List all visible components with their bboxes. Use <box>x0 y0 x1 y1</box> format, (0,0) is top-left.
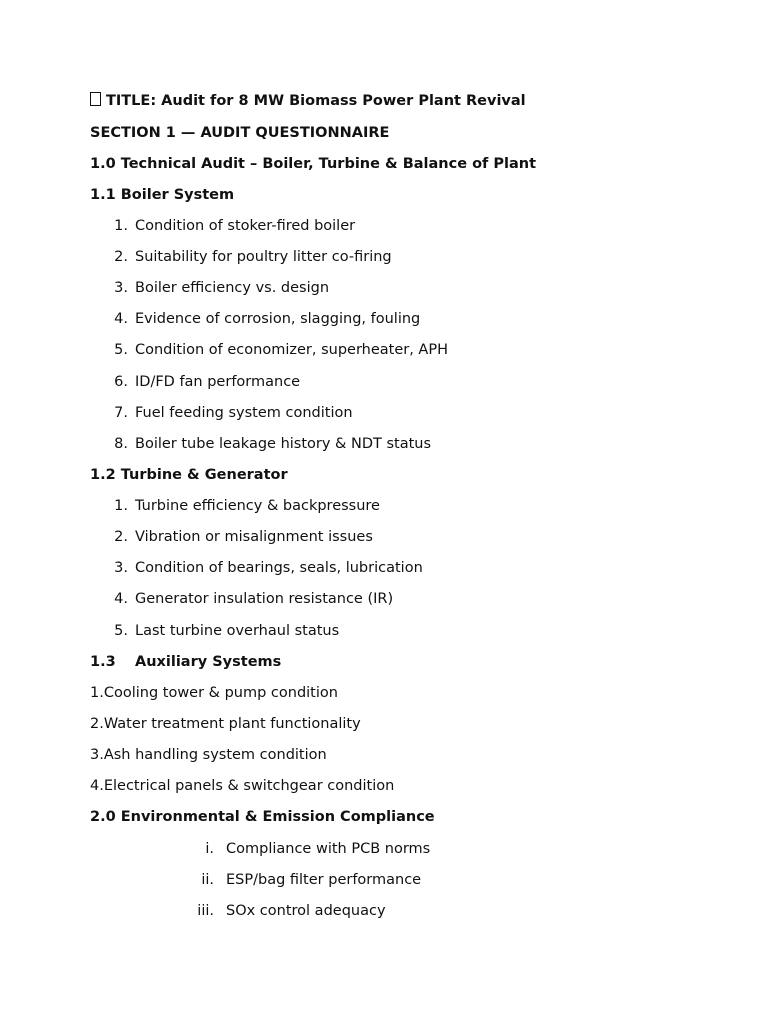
list-item-number: 2. <box>114 529 128 545</box>
list-item: 4.Electrical panels & switchgear condition <box>90 778 395 794</box>
heading-text: Auxiliary Systems <box>135 654 282 670</box>
heading-environmental-compliance: 2.0 Environmental & Emission Compliance <box>90 809 435 825</box>
heading-number: 1.3 <box>90 654 116 670</box>
list-item: 2.Water treatment plant functionality <box>90 716 361 732</box>
list-item-text: Last turbine overhaul status <box>135 623 340 639</box>
list-item-number: 1. <box>114 498 128 514</box>
document-title <box>90 92 526 110</box>
list-item-number: ii. <box>201 872 214 888</box>
section-heading: SECTION 1 — AUDIT QUESTIONNAIRE <box>90 125 390 141</box>
list-item-text: ESP/bag filter performance <box>226 872 422 888</box>
list-item-number: 8. <box>114 436 128 452</box>
list-item-number: 3. <box>114 560 128 576</box>
placeholder-glyph-icon <box>90 92 101 106</box>
list-item-text: Compliance with PCB norms <box>226 841 431 857</box>
document-title-text: TITLE: Audit for 8 MW Biomass Power Plant Revival <box>106 93 526 109</box>
list-item-text: Condition of bearings, seals, lubrication <box>135 560 423 576</box>
list-item-text: Suitability for poultry litter co-firing <box>135 249 392 265</box>
heading-technical-audit: 1.0 Technical Audit – Boiler, Turbine & Balance of Plant <box>90 156 537 172</box>
list-item-text: SOx control adequacy <box>226 903 386 919</box>
heading-turbine-generator: 1.2 Turbine & Generator <box>90 467 288 483</box>
list-item-number: 4. <box>114 311 128 327</box>
list-item-text: ID/FD fan performance <box>135 374 301 390</box>
list-item-number: i. <box>205 841 214 857</box>
list-item-text: Vibration or misalignment issues <box>135 529 373 545</box>
list-item-number: 1. <box>114 218 128 234</box>
list-item-text: Condition of stoker-fired boiler <box>135 218 356 234</box>
list-item-text: Condition of economizer, superheater, APH <box>135 342 449 358</box>
list-item: 1.Cooling tower & pump condition <box>90 685 338 701</box>
heading-boiler-system: 1.1 Boiler System <box>90 187 235 203</box>
list-item-text: Generator insulation resistance (IR) <box>135 591 394 607</box>
list-item: 3.Ash handling system condition <box>90 747 327 763</box>
list-item-text: Turbine efficiency & backpressure <box>135 498 380 514</box>
list-item-number: 5. <box>114 342 128 358</box>
list-item-text: Boiler tube leakage history & NDT status <box>135 436 432 452</box>
list-item-number: 4. <box>114 591 128 607</box>
list-item-number: 7. <box>114 405 128 421</box>
list-item-text: Evidence of corrosion, slagging, fouling <box>135 311 421 327</box>
list-item-number: 3. <box>114 280 128 296</box>
list-item-number: 6. <box>114 374 128 390</box>
list-item-text: Boiler efficiency vs. design <box>135 280 330 296</box>
list-item-number: 5. <box>114 623 128 639</box>
list-item-number: 2. <box>114 249 128 265</box>
list-item-number: iii. <box>197 903 214 919</box>
list-item-text: Fuel feeding system condition <box>135 405 353 421</box>
